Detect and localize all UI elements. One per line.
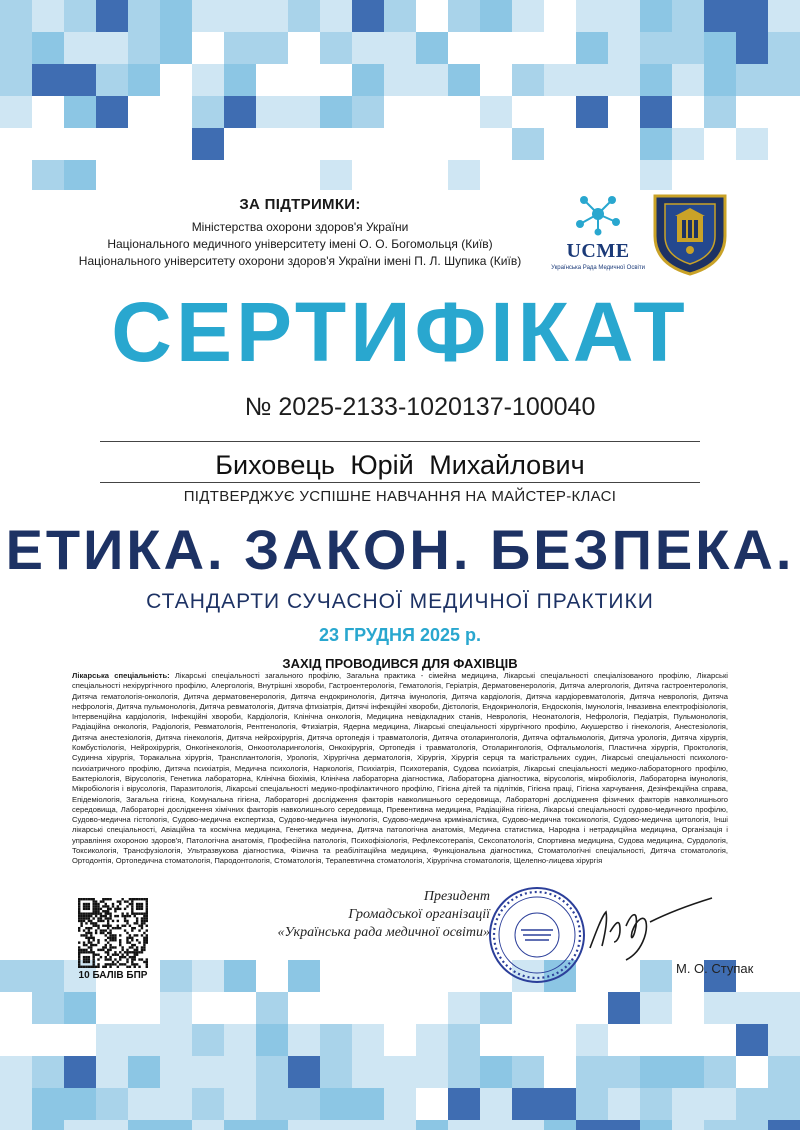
mosaic-tile — [64, 1056, 96, 1088]
mosaic-tile — [96, 1056, 128, 1088]
mosaic-tile — [320, 1024, 352, 1056]
mosaic-tile — [608, 1120, 640, 1130]
mosaic-tile — [64, 160, 96, 190]
mosaic-tile — [96, 0, 128, 32]
mosaic-tile — [416, 32, 448, 64]
mosaic-tile — [576, 1120, 608, 1130]
divider-top — [100, 441, 700, 442]
mosaic-tile — [160, 1120, 192, 1130]
mosaic-tile — [448, 1088, 480, 1120]
mosaic-tile — [384, 1056, 416, 1088]
qr-code[interactable] — [78, 898, 148, 968]
mosaic-tile — [480, 1088, 512, 1120]
president-line-1: Президент — [423, 889, 490, 904]
mosaic-tile — [768, 992, 800, 1024]
mosaic-tile — [480, 992, 512, 1024]
mosaic-tile — [256, 96, 288, 128]
mosaic-tile — [160, 960, 192, 992]
top-mosaic-decoration — [0, 0, 800, 190]
mosaic-tile — [576, 32, 608, 64]
mosaic-tile — [704, 992, 736, 1024]
mosaic-tile — [224, 0, 256, 32]
mosaic-tile — [192, 96, 224, 128]
mosaic-tile — [32, 32, 64, 64]
mosaic-tile — [352, 1056, 384, 1088]
mosaic-tile — [32, 1088, 64, 1120]
mosaic-tile — [192, 1056, 224, 1088]
mosaic-tile — [0, 32, 32, 64]
mosaic-tile — [704, 1120, 736, 1130]
mosaic-tile — [0, 1056, 32, 1088]
support-line-ministry: Міністерства охорони здоров'я України — [191, 220, 409, 234]
mosaic-tile — [608, 1088, 640, 1120]
mosaic-tile — [128, 32, 160, 64]
official-stamp — [487, 885, 587, 985]
mosaic-tile — [256, 1056, 288, 1088]
mosaic-tile — [0, 64, 32, 96]
mosaic-tile — [128, 1024, 160, 1056]
mosaic-tile — [192, 960, 224, 992]
mosaic-tile — [384, 1088, 416, 1120]
mosaic-tile — [352, 64, 384, 96]
mosaic-tile — [32, 1120, 64, 1130]
mosaic-tile — [672, 64, 704, 96]
mosaic-tile — [768, 1088, 800, 1120]
mosaic-tile — [448, 64, 480, 96]
mosaic-tile — [416, 1024, 448, 1056]
mosaic-tile — [576, 1024, 608, 1056]
mosaic-tile — [320, 0, 352, 32]
mosaic-tile — [320, 96, 352, 128]
mosaic-tile — [224, 1120, 256, 1130]
mosaic-tile — [96, 1120, 128, 1130]
mosaic-tile — [640, 992, 672, 1024]
mosaic-tile — [704, 0, 736, 32]
mosaic-tile — [512, 1088, 544, 1120]
mosaic-tile — [224, 96, 256, 128]
ucme-logo-subtitle: Українська Рада Медичної Освіти — [551, 265, 645, 271]
mosaic-tile — [704, 1088, 736, 1120]
support-line-bogomolets: Національного медичного університету імені О. О. Богомольця (Київ) — [107, 237, 493, 251]
mosaic-tile — [192, 1024, 224, 1056]
course-subtitle: СТАНДАРТИ СУЧАСНОЇ МЕДИЧНОЇ ПРАКТИКИ — [146, 590, 654, 613]
specialties-text: Лікарські спеціальності загального профілю, Загальна практика - сімейна медицина, Лікарські спеціальності спеціалізованого профілю, Лікарські спеціальності нехірургічного профілю, Алергологія, Внутрішні хвороби, Гастроентерологія, Гематологія, Геріатрія, Дерматовенерологія, Дитяча алергологія, Дитяча гастроентерологія, Дитяча гематологія-онкологія, Дитяча дерматовенерологія, Дитяча ендокринологія, Дитяча імунологія, Дитяча кардіологія, Дитяча кардіоревматологія, Дитяча неврологія, Дитяча нефрологія, Дитяча пульмонологія, Дитяча ревматологія, Дитяча фтизіатрія, Дитячі інфекційні хвороби, Дієтологія, Ендокринологія, Ендоскопія, Імунологія, Інвазивна електрофізіологія, Інтервенційна кардіологія, Інфекційні хвороби, Кардіологія, Клінічна онкологія, Медицина невідкладних станів, Неврологія, Неонатологія, Нефрологія, Педіатрія, Пульмонологія, Радіаційна онкологія, Радіологія, Ревматологія, Рентгенологія, Фтизіатрія, Ядерна медицина, Лікарські спеціальності хірургічного профілю, Акушерство і гінекологія, Анестезіологія, Дитяча анестезіологія, Дитяча гінекологія, Дитяча нейрохірургія, Дитяча ортопедія і травматологія, Дитяча отоларингологія, Дитяча офтальмологія, Дитяча урологія, Дитяча хірургія, Комбустіологія, Нейрохірургія, Онкогінекологія, Онкоотоларингологія, Онкохірургія, Ортопедія і травматологія, Отоларингологія, Офтальмологія, Пластична хірургія, Проктологія, Судинна хірургія, Торакальна хірургія, Трансплантологія, Урологія, Хірургічна дерматологія, Хірургія, Хірургія серця та магістральних судин, Лікарські спеціальності психолого-психіатричного профілю, Дитяча психіатрія, Медична психологія, Наркологія, Психіатрія, Психотерапія, Судова психіатрія, Лікарські спеціальності медико-лабораторного профілю, Бактеріологія, Вірусологія, Генетика лабораторна, Клінічна біохімія, Клінічна лабораторна діагностика, Лабораторна діагностика, вірусологія, мікробіологія, Лабораторна імунологія, Мікробіологія і вірусологія, Паразитологія, Лікарські спеціальності медико-профілактичного профілю, Гігієна дітей та підлітків, Гігієна праці, Гігієна харчування, Дезінфекційна справа, Епідеміологія, Загальна гігієна, Комунальна гігієна, Лабораторні дослідження факторів навколишнього середовища, Лабораторні дослідження фізичних факторів навколишнього середовища, Лабораторні дослідження хімічних факторів навколишнього середовища, Превентивна медицина, Радіаційна гігієна, Лікарські спеціальності судово-медичного профілю, Судово-медична гістологія, Судово-медична експертиза, Судово-медична імунологія, Судово-медична криміналістика, Судово-медична токсикологія, Судово-медична цитологія, Інші лікарські спеціальності, Авіаційна та космічна медицина, Генетика медична, Дитяча патологічна анатомія, Медична статистика, Народна і нетрадиційна медицина, Організація і управління охороною здоров'я, Патологічна анатомія, Професійна патологія, Психофізіологія, Рефлексотерапія, Сексопатологія, Спортивна медицина, Судова медицина, Сурдологія, Токсикологія, Трансфузіологія, Ультразвукова діагностика, Фізична та реабілітаційна медицина, Функціональна діагностика, Стоматологічні спеціальності, Дитяча стоматологія, Ортодонтія, Ортопедична стоматологія, Пародонтологія, Стоматологія, Терапевтична стоматологія, Хірургічна стоматологія, Щелепно-лицева хірургія — [72, 671, 728, 866]
mosaic-tile — [64, 1120, 96, 1130]
mosaic-tile — [416, 64, 448, 96]
mosaic-tile — [640, 0, 672, 32]
mosaic-tile — [32, 992, 64, 1024]
divider-bottom — [100, 482, 700, 483]
mosaic-tile — [160, 1056, 192, 1088]
mosaic-tile — [128, 0, 160, 32]
mosaic-tile — [672, 32, 704, 64]
support-block — [60, 196, 540, 270]
course-title: ЕТИКА. ЗАКОН. БЕЗПЕКА. — [5, 518, 795, 581]
mosaic-tile — [32, 960, 64, 992]
president-line-3: «Українська рада медичної освіти» — [277, 925, 490, 940]
mosaic-tile — [768, 32, 800, 64]
mosaic-tile — [736, 0, 768, 32]
mosaic-tile — [576, 64, 608, 96]
mosaic-tile — [160, 32, 192, 64]
mosaic-tile — [512, 1056, 544, 1088]
mosaic-tile — [480, 0, 512, 32]
signer-name: М. О. Ступак — [676, 961, 754, 976]
mosaic-tile — [192, 0, 224, 32]
mosaic-tile — [544, 1120, 576, 1130]
mosaic-tile — [608, 992, 640, 1024]
mosaic-tile — [352, 1088, 384, 1120]
mosaic-tile — [320, 1120, 352, 1130]
certificate-number: № 2025-2133-1020137-100040 — [244, 393, 596, 421]
mosaic-tile — [512, 64, 544, 96]
specialties-label: Лікарська спеціальність: — [72, 671, 170, 680]
mosaic-tile — [320, 160, 352, 190]
mosaic-tile — [416, 1056, 448, 1088]
mosaic-tile — [96, 1088, 128, 1120]
mosaic-tile — [0, 0, 32, 32]
mosaic-tile — [512, 1120, 544, 1130]
mosaic-tile — [768, 1056, 800, 1088]
mosaic-tile — [256, 1120, 288, 1130]
mosaic-tile — [640, 128, 672, 160]
mosaic-tile — [64, 1088, 96, 1120]
mosaic-tile — [736, 1088, 768, 1120]
mosaic-tile — [160, 0, 192, 32]
mosaic-tile — [288, 960, 320, 992]
president-title-block — [270, 888, 490, 942]
mosaic-tile — [96, 32, 128, 64]
mosaic-tile — [128, 1088, 160, 1120]
mosaic-tile — [736, 64, 768, 96]
mosaic-tile — [448, 160, 480, 190]
mosaic-tile — [576, 1056, 608, 1088]
mosaic-tile — [288, 1056, 320, 1088]
president-line-2: Громадської організації — [348, 907, 490, 922]
event-date: 23 ГРУДНЯ 2025 р. — [318, 625, 482, 645]
mosaic-tile — [352, 1120, 384, 1130]
mosaic-tile — [128, 64, 160, 96]
support-title: ЗА ПІДТРИМКИ: — [239, 196, 361, 213]
mosaic-tile — [0, 96, 32, 128]
mosaic-tile — [736, 992, 768, 1024]
mosaic-tile — [672, 1120, 704, 1130]
mosaic-tile — [288, 0, 320, 32]
mosaic-tile — [224, 1088, 256, 1120]
mosaic-tile — [704, 1056, 736, 1088]
mosaic-tile — [128, 1056, 160, 1088]
mosaic-tile — [480, 1056, 512, 1088]
specialties-list — [72, 671, 728, 867]
mosaic-tile — [320, 32, 352, 64]
mosaic-tile — [768, 1024, 800, 1056]
mosaic-tile — [64, 64, 96, 96]
mosaic-tile — [608, 0, 640, 32]
cpd-points: 10 БАЛІВ БПР — [78, 970, 148, 981]
mosaic-tile — [640, 64, 672, 96]
mosaic-tile — [64, 0, 96, 32]
mosaic-tile — [256, 32, 288, 64]
university-crest-icon — [647, 186, 733, 276]
mosaic-tile — [384, 64, 416, 96]
mosaic-tile — [288, 1120, 320, 1130]
mosaic-tile — [768, 64, 800, 96]
mosaic-tile — [512, 0, 544, 32]
mosaic-tile — [384, 1120, 416, 1130]
mosaic-tile — [736, 1024, 768, 1056]
mosaic-tile — [672, 1056, 704, 1088]
mosaic-tile — [288, 1024, 320, 1056]
mosaic-tile — [672, 0, 704, 32]
mosaic-tile — [704, 64, 736, 96]
mosaic-tile — [320, 1056, 352, 1088]
mosaic-tile — [256, 1088, 288, 1120]
mosaic-tile — [448, 992, 480, 1024]
mosaic-tile — [96, 1024, 128, 1056]
mosaic-tile — [256, 992, 288, 1024]
mosaic-tile — [704, 96, 736, 128]
mosaic-tile — [288, 96, 320, 128]
mosaic-tile — [544, 64, 576, 96]
mosaic-tile — [352, 32, 384, 64]
mosaic-tile — [448, 1056, 480, 1088]
mosaic-tile — [160, 1088, 192, 1120]
mosaic-tile — [608, 1056, 640, 1088]
mosaic-tile — [736, 1120, 768, 1130]
mosaic-tile — [480, 1120, 512, 1130]
mosaic-tile — [448, 0, 480, 32]
mosaic-tile — [32, 0, 64, 32]
mosaic-tile — [640, 960, 672, 992]
mosaic-tile — [64, 992, 96, 1024]
mosaic-tile — [576, 0, 608, 32]
mosaic-tile — [64, 96, 96, 128]
mosaic-tile — [128, 1120, 160, 1130]
mosaic-tile — [576, 96, 608, 128]
mosaic-tile — [672, 1088, 704, 1120]
mosaic-tile — [352, 96, 384, 128]
audience-heading: ЗАХІД ПРОВОДИВСЯ ДЛЯ ФАХІВЦІВ — [282, 656, 518, 671]
mosaic-tile — [640, 1088, 672, 1120]
mosaic-tile — [192, 64, 224, 96]
mosaic-tile — [608, 64, 640, 96]
mosaic-tile — [384, 0, 416, 32]
president-signature — [586, 892, 716, 962]
mosaic-tile — [192, 128, 224, 160]
mosaic-tile — [192, 1088, 224, 1120]
ucme-logo-text: UCME — [566, 240, 630, 262]
mosaic-tile — [576, 1088, 608, 1120]
mosaic-tile — [448, 1120, 480, 1130]
mosaic-tile — [160, 992, 192, 1024]
confirms-statement: ПІДТВЕРДЖУЄ УСПІШНЕ НАВЧАННЯ НА МАЙСТЕР-КЛАСІ — [183, 488, 617, 505]
mosaic-tile — [0, 1088, 32, 1120]
mosaic-tile — [256, 0, 288, 32]
mosaic-tile — [32, 1056, 64, 1088]
mosaic-tile — [448, 1024, 480, 1056]
support-line-shupyk: Національного університету охорони здоров'я України імені П. Л. Шупика (Київ) — [78, 254, 522, 268]
mosaic-tile — [640, 1120, 672, 1130]
mosaic-tile — [640, 96, 672, 128]
mosaic-tile — [224, 1056, 256, 1088]
mosaic-tile — [640, 32, 672, 64]
mosaic-tile — [352, 1024, 384, 1056]
mosaic-tile — [544, 1088, 576, 1120]
mosaic-tile — [192, 1120, 224, 1130]
mosaic-tile — [0, 960, 32, 992]
mosaic-tile — [736, 128, 768, 160]
mosaic-tile — [256, 1024, 288, 1056]
mosaic-tile — [704, 32, 736, 64]
mosaic-tile — [224, 32, 256, 64]
mosaic-tile — [32, 64, 64, 96]
mosaic-tile — [32, 160, 64, 190]
mosaic-tile — [224, 960, 256, 992]
mosaic-tile — [0, 1120, 32, 1130]
mosaic-tile — [768, 1120, 800, 1130]
mosaic-tile — [352, 0, 384, 32]
certificate-title: СЕРТИФІКАТ — [111, 285, 689, 379]
mosaic-tile — [416, 1120, 448, 1130]
mosaic-tile — [64, 32, 96, 64]
mosaic-tile — [224, 1024, 256, 1056]
recipient-name: Биховець Юрій Михайлович — [215, 450, 585, 480]
mosaic-tile — [384, 32, 416, 64]
mosaic-tile — [768, 0, 800, 32]
mosaic-tile — [672, 128, 704, 160]
mosaic-tile — [96, 96, 128, 128]
mosaic-tile — [480, 96, 512, 128]
mosaic-tile — [512, 128, 544, 160]
mosaic-tile — [608, 32, 640, 64]
mosaic-tile — [640, 1056, 672, 1088]
mosaic-tile — [160, 1024, 192, 1056]
mosaic-tile — [320, 1088, 352, 1120]
mosaic-tile — [736, 32, 768, 64]
mosaic-tile — [224, 64, 256, 96]
mosaic-tile — [96, 64, 128, 96]
bottom-mosaic-decoration — [0, 960, 800, 1130]
mosaic-tile — [288, 1088, 320, 1120]
